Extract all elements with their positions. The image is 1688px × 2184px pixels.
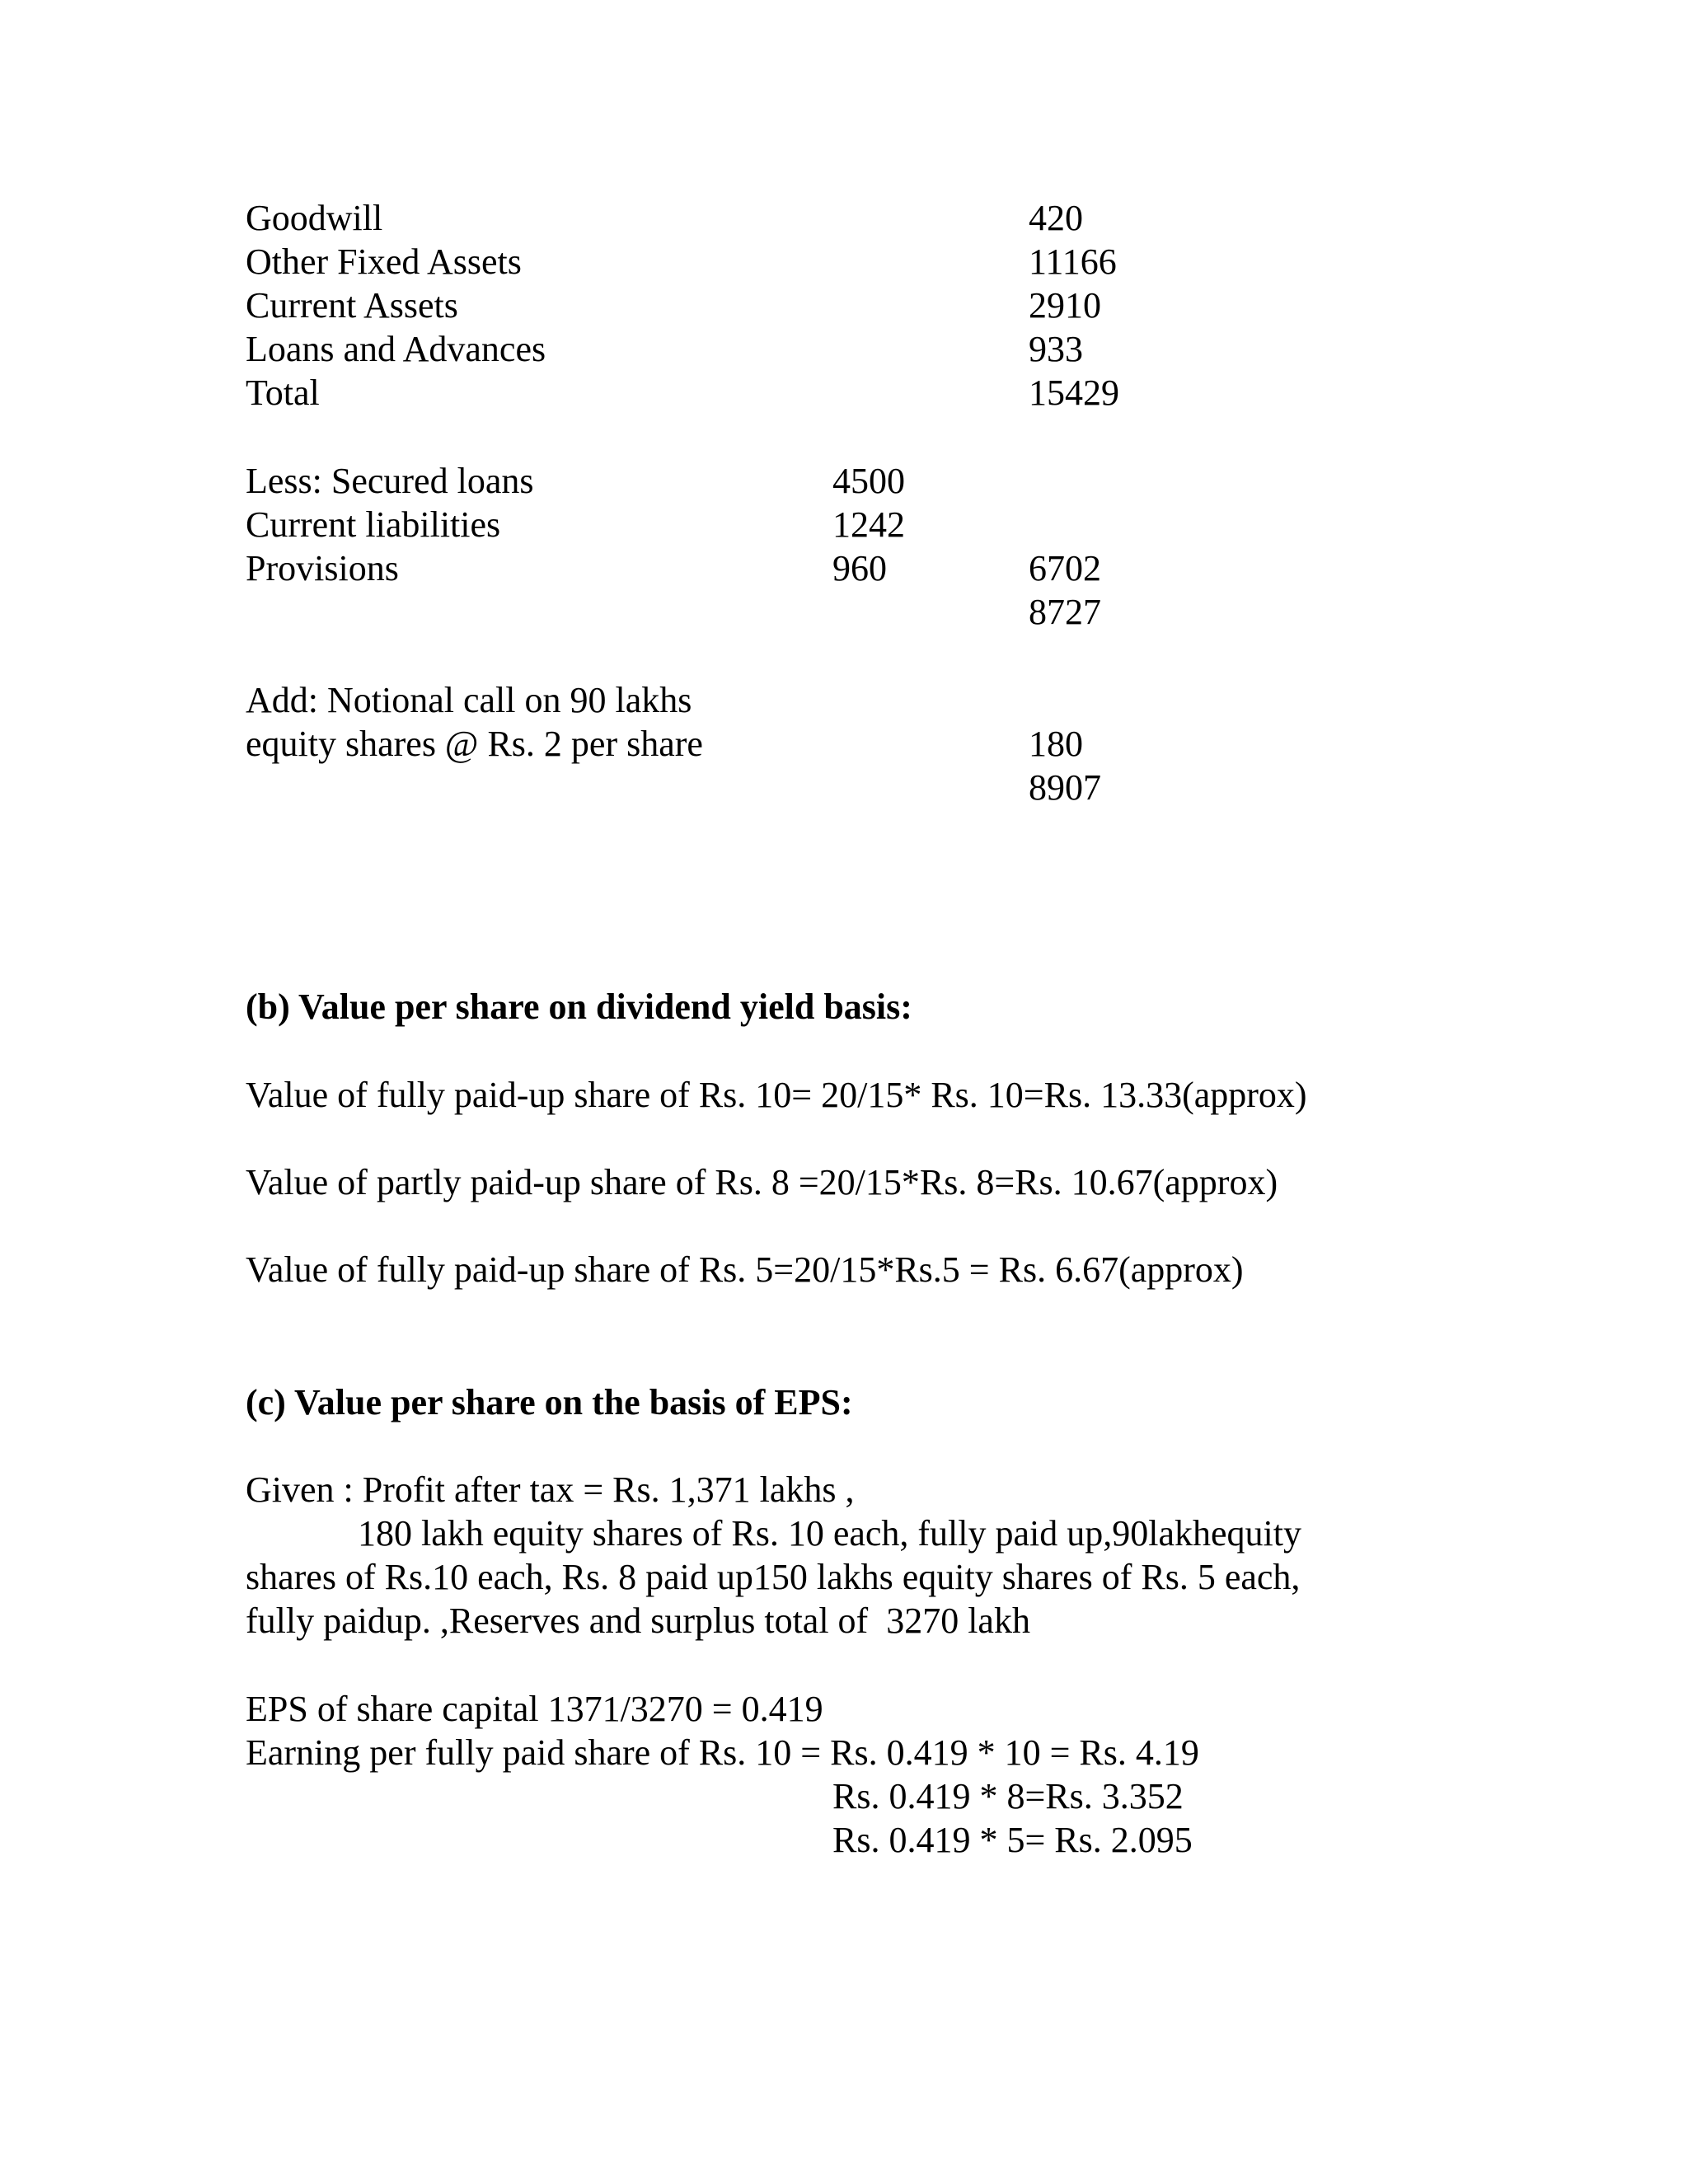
net-assets-value: 8727 [1029, 592, 1101, 632]
less-label-secured: Less: Secured loans [246, 461, 534, 501]
less-label-provisions: Provisions [246, 548, 399, 588]
less-amount-current-liabilities: 1242 [832, 504, 905, 545]
section-b-line-2: Value of partly paid-up share of Rs. 8 =20/15*Rs. 8=Rs. 10.67(approx) [246, 1162, 1278, 1202]
section-c-earning-line-2: Rs. 0.419 * 8=Rs. 3.352 [832, 1776, 1184, 1816]
adjusted-total-value: 8907 [1029, 767, 1101, 808]
asset-value-other-fixed: 11166 [1029, 241, 1117, 282]
section-c-eps-line: EPS of share capital 1371/3270 = 0.419 [246, 1689, 823, 1729]
asset-value-total: 15429 [1029, 373, 1119, 413]
section-c-given-line-3: shares of Rs.10 each, Rs. 8 paid up150 lakhs equity shares of Rs. 5 each, [246, 1557, 1301, 1597]
section-c-earning-line-3: Rs. 0.419 * 5= Rs. 2.095 [832, 1820, 1193, 1860]
section-c-given-line-2: 180 lakh equity shares of Rs. 10 each, fully paid up,90lakhequity [358, 1513, 1301, 1554]
asset-value-loans: 933 [1029, 329, 1083, 369]
asset-label-loans: Loans and Advances [246, 329, 546, 369]
asset-label-current: Current Assets [246, 285, 458, 326]
asset-label-other-fixed: Other Fixed Assets [246, 241, 522, 282]
asset-value-current: 2910 [1029, 285, 1101, 326]
notional-call-line1: Add: Notional call on 90 lakhs [246, 680, 692, 720]
less-amount-secured: 4500 [832, 461, 905, 501]
section-c-earning-line: Earning per fully paid share of Rs. 10 = Rs. 0.419 * 10 = Rs. 4.19 [246, 1732, 1199, 1773]
section-c-given-line-4: fully paidup. ,Reserves and surplus total of 3270 lakh [246, 1601, 1030, 1641]
asset-label-goodwill: Goodwill [246, 198, 383, 238]
section-c-heading: (c) Value per share on the basis of EPS: [246, 1382, 853, 1422]
notional-call-line2: equity shares @ Rs. 2 per share [246, 724, 703, 764]
less-total: 6702 [1029, 548, 1101, 588]
section-c-given-line-1: Given : Profit after tax = Rs. 1,371 lakhs , [246, 1469, 855, 1510]
section-b-line-3: Value of fully paid-up share of Rs. 5=20/15*Rs.5 = Rs. 6.67(approx) [246, 1249, 1244, 1290]
asset-label-total: Total [246, 373, 320, 413]
less-amount-provisions: 960 [832, 548, 887, 588]
asset-value-goodwill: 420 [1029, 198, 1083, 238]
notional-call-value: 180 [1029, 724, 1083, 764]
section-b-heading: (b) Value per share on dividend yield basis: [246, 987, 912, 1027]
less-label-current-liabilities: Current liabilities [246, 504, 501, 545]
section-b-line-1: Value of fully paid-up share of Rs. 10= 20/15* Rs. 10=Rs. 13.33(approx) [246, 1075, 1307, 1115]
